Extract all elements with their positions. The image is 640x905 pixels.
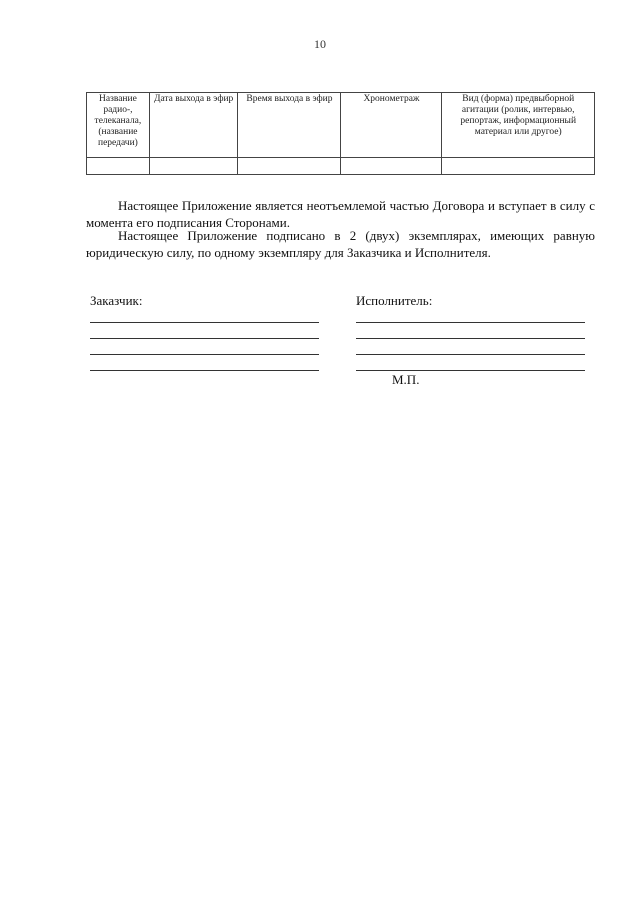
executor-signature-line (356, 322, 585, 323)
paragraph-copies (86, 227, 595, 261)
table-cell (442, 158, 595, 175)
executor-signature-line (356, 354, 585, 355)
seal-placeholder: М.П. (392, 372, 420, 387)
header-duration: Хронометраж (341, 93, 442, 158)
paragraph-validity (86, 197, 595, 231)
executor-signature-line (356, 338, 585, 339)
customer-label: Заказчик: (90, 293, 143, 308)
table-cell (238, 158, 341, 175)
header-air-date: Дата выхода в эфир (149, 93, 238, 158)
customer-signature-line (90, 322, 319, 323)
header-agitation-type: Вид (форма) предвыборной агитации (ролик, интервью, репортаж, информационный материал или другое) (442, 93, 595, 158)
table-row (87, 158, 595, 175)
customer-signature-line (90, 370, 319, 371)
customer-signature-line (90, 354, 319, 355)
page-number: 10 (314, 37, 326, 51)
header-air-time: Время выхода в эфир (238, 93, 341, 158)
table-cell (87, 158, 150, 175)
customer-signature-line (90, 338, 319, 339)
table-cell (341, 158, 442, 175)
broadcast-schedule-table (86, 92, 595, 175)
table-cell (149, 158, 238, 175)
executor-signature-line (356, 370, 585, 371)
executor-label: Исполнитель: (356, 293, 433, 308)
table-header-row (87, 93, 595, 158)
paragraph-validity-text: Настоящее Приложение является неотъемлемой частью Договора и вступает в силу с момента его подписания Сторонами. (86, 198, 595, 230)
header-channel-name: Название радио-, телеканала, (название передачи) (87, 93, 150, 158)
paragraph-copies-text: Настоящее Приложение подписано в 2 (двух) экземплярах, имеющих равную юридическую силу, по одному экземпляру для Заказчика и Исполнителя. (86, 228, 595, 260)
